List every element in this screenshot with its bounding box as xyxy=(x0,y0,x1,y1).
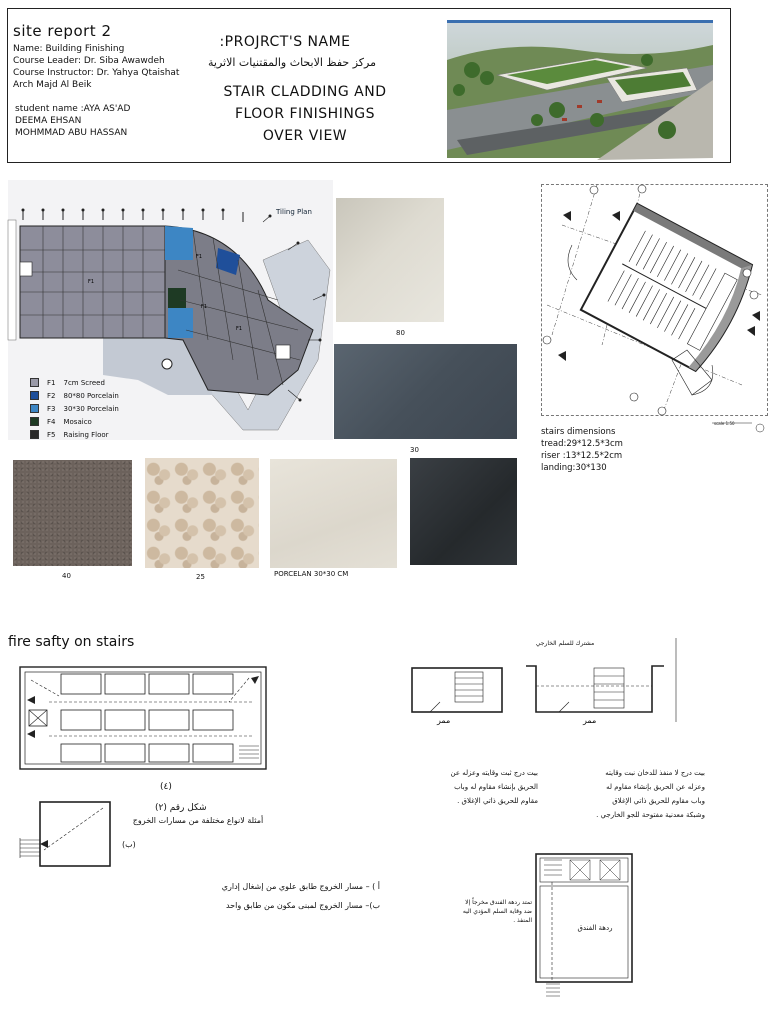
tiling-plan-title: Tiling Plan xyxy=(276,208,312,216)
hotel-lobby-label: ردهة الفندق xyxy=(577,924,613,932)
legend-swatch xyxy=(30,404,39,413)
legend-code: F3 xyxy=(47,404,56,413)
legend-item-f5 xyxy=(30,430,109,439)
arch-name: Arch Majd Al Beik xyxy=(13,80,92,90)
student-name-2: DEEMA EHSAN xyxy=(15,116,82,126)
stair-note-1: بيت درج لا منفذ للدخان نبت وقايته وعزله عن الحريق بإنشاء مقاوم له وباب مقاوم للحريق ذاتي الإغلاق وشبكة معدنية مفتوحة للجو الخارجي . xyxy=(596,769,705,819)
tile-caption-25: 25 xyxy=(196,573,205,581)
zone-label: F1 xyxy=(88,279,95,285)
zone-label: F1 xyxy=(201,304,208,310)
tile-sample-porcelain-image xyxy=(270,459,397,568)
legend-swatch xyxy=(30,378,39,387)
legend-code: F1 xyxy=(47,378,56,387)
student-name-3: MOHMMAD ABU HASSAN xyxy=(15,128,128,138)
report-title: site report 2 xyxy=(13,22,112,40)
caption-a: أ ) – مسار الخروج طابق علوي من إشغال إداري xyxy=(221,882,380,891)
stairs-riser: riser :13*12.5*2cm xyxy=(541,451,623,461)
stair-plan-drawing xyxy=(541,184,768,426)
course-name: Name: Building Finishing xyxy=(13,44,125,54)
legend-code: F4 xyxy=(47,417,56,426)
course-instructor: Course Instructor: Dr. Yahya Qtaishat xyxy=(13,68,180,78)
stairwell-plan-2 xyxy=(524,638,686,722)
legend-item-f4 xyxy=(30,417,92,426)
tile-sample-dark-image xyxy=(410,458,517,565)
figure-number: شكل رقم (٢) xyxy=(155,803,207,813)
stair-note-top: مشترك للسلم الخارجي xyxy=(535,640,595,647)
tile-caption-40: 40 xyxy=(62,572,71,580)
legend-label: Mosaico xyxy=(63,417,92,426)
legend-label: Raising Floor xyxy=(63,430,109,439)
heading-line-3: OVER VIEW xyxy=(262,128,348,144)
stairs-landing: landing:30*130 xyxy=(541,463,607,473)
plan-mark-corridor-1: ممر xyxy=(437,716,451,725)
stairwell-plan-1 xyxy=(410,662,506,722)
plan-mark-corridor-2: ممر xyxy=(583,716,597,725)
legend-code: F2 xyxy=(47,391,56,400)
project-rendering-image xyxy=(447,20,713,158)
course-leader: Course Leader: Dr. Siba Awawdeh xyxy=(13,56,165,66)
project-name-label: :PROJRCT'S NAME xyxy=(219,34,351,50)
legend-label: 80*80 Porcelain xyxy=(63,391,119,400)
zone-label: F1 xyxy=(196,254,203,260)
tiling-plan-drawing xyxy=(8,180,333,440)
plan-label-4: (٤) xyxy=(160,782,172,792)
tile-sample-25-image xyxy=(145,458,259,568)
legend-swatch xyxy=(30,430,39,439)
stairs-tread: tread:29*12.5*3cm xyxy=(541,439,623,449)
tile-caption-porcelain: PORCELAN 30*30 CM xyxy=(274,570,349,578)
heading-line-1: STAIR CLADDING AND xyxy=(223,84,387,100)
tile-caption-30: 30 xyxy=(410,446,419,454)
legend-item-f2 xyxy=(30,391,119,400)
single-floor-exit-plan xyxy=(18,800,112,868)
figure-caption: أمثلة لانواع مختلفة من مسارات الخروج xyxy=(132,816,264,825)
legend-label: 30*30 Porcelain xyxy=(63,404,119,413)
tile-sample-40-image xyxy=(13,460,132,566)
project-arabic-name: مركز حفظ الابحاث والمقتنيات الاثرية xyxy=(208,56,376,69)
caption-b: ب)– مسار الخروج لمبنى مكون من طابق واحد xyxy=(225,901,380,910)
fire-safety-heading: fire safty on stairs xyxy=(8,634,135,650)
stairs-heading: stairs dimensions xyxy=(541,427,616,437)
svg-text:scale 1:50: scale 1:50 xyxy=(714,421,735,426)
fire-exit-floor-plan xyxy=(19,666,267,770)
legend-label: 7cm Screed xyxy=(63,378,105,387)
legend-item-f3 xyxy=(30,404,119,413)
legend-swatch xyxy=(30,391,39,400)
tile-sample-30-image xyxy=(334,344,517,439)
legend-item-f1 xyxy=(30,378,105,387)
heading-line-2: FLOOR FINISHINGS xyxy=(234,106,376,122)
legend-code: F5 xyxy=(47,430,56,439)
tile-caption-80: 80 xyxy=(396,329,405,337)
tile-sample-80-image xyxy=(336,198,444,322)
bottom-note: تمتد ردهة الفندق مخرجاً إلا ضد وقاية السلم المؤدي اليه المنفذ . xyxy=(462,899,532,924)
legend-swatch xyxy=(30,417,39,426)
student-name-1: student name :AYA AS'AD xyxy=(15,104,131,114)
plan-label-b: (ب) xyxy=(122,840,136,849)
stair-note-2: بيت درج ثبت وقايته وعزله عن الحريق بإنشاء مقاوم له وباب مقاوم للحريق ذاتي الإغلاق . xyxy=(450,769,538,805)
stairs-dimensions-block xyxy=(541,426,623,474)
zone-label: F1 xyxy=(236,326,243,332)
